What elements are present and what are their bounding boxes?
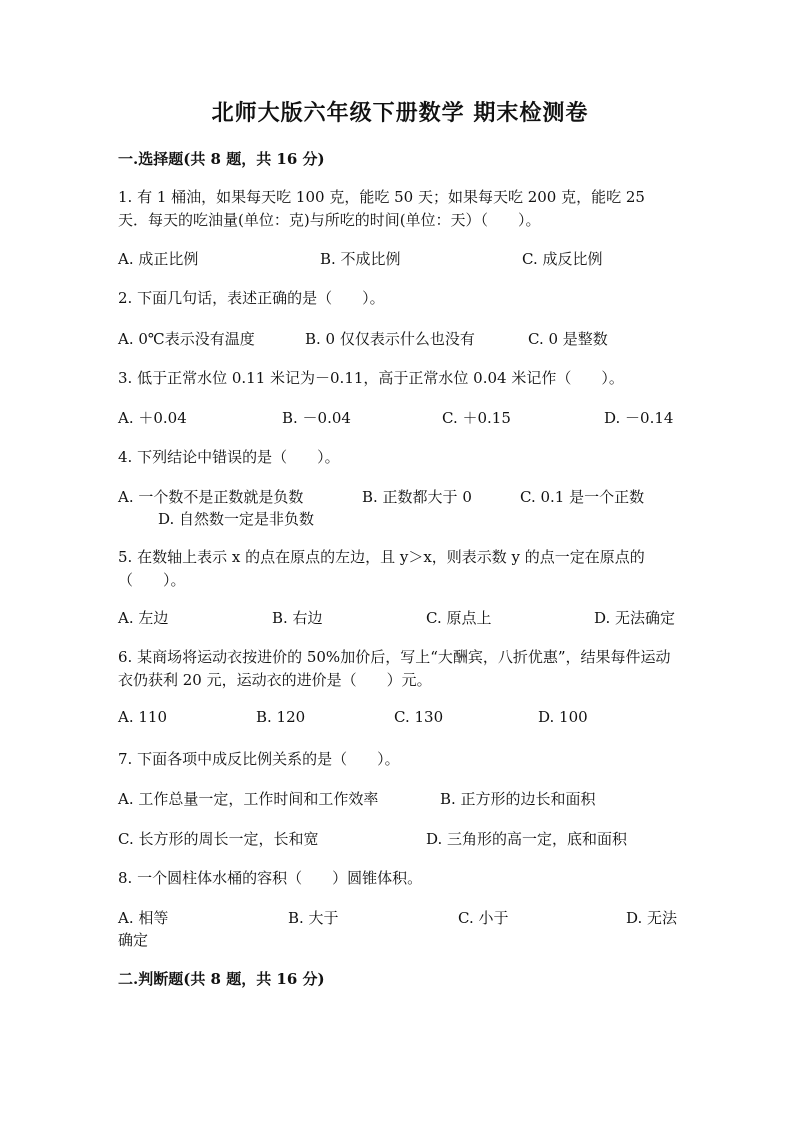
- page-title: 北师大版六年级下册数学 期末检测卷: [211, 100, 589, 126]
- q2-option-a[interactable]: A. 0℃表示没有温度: [118, 330, 255, 348]
- q3-option-a[interactable]: A. ＋0.04: [118, 409, 187, 427]
- q1-option-c[interactable]: C. 成反比例: [522, 250, 603, 268]
- q1-option-a[interactable]: A. 成正比例: [118, 250, 199, 268]
- question-3: 3. 低于正常水位 0.11 米记为－0.11，高于正常水位 0.04 米记作（ ）。: [118, 369, 624, 387]
- q4-option-d[interactable]: D. 自然数一定是非负数: [158, 510, 315, 528]
- q8-option-b[interactable]: B. 大于: [288, 909, 339, 927]
- question-2: 2. 下面几句话，表述正确的是（ ）。: [118, 289, 385, 307]
- section-heading-judgment: 二.判断题(共 8 题，共 16 分): [118, 970, 325, 988]
- q3-option-d[interactable]: D. －0.14: [604, 409, 674, 427]
- q7-option-d[interactable]: D. 三角形的高一定，底和面积: [426, 830, 628, 848]
- q6-option-c[interactable]: C. 130: [394, 708, 444, 726]
- q4-option-b[interactable]: B. 正数都大于 0: [362, 488, 472, 506]
- q6-option-b[interactable]: B. 120: [256, 708, 306, 726]
- question-4: 4. 下列结论中错误的是（ ）。: [118, 448, 340, 466]
- question-1: 1. 有 1 桶油，如果每天吃 100 克，能吃 50 天；如果每天吃 200 克，能吃 25 天．每天的吃油量(单位：克)与所吃的时间(单位：天）（ ）。: [118, 188, 645, 229]
- q8-option-c[interactable]: C. 小于: [458, 909, 509, 927]
- q3-option-b[interactable]: B. －0.04: [282, 409, 351, 427]
- q5-option-a[interactable]: A. 左边: [118, 609, 169, 627]
- question-5: 5. 在数轴上表示 x 的点在原点的左边，且 y＞x，则表示数 y 的点一定在原点的（ ）。: [118, 548, 645, 589]
- q7-option-a[interactable]: A. 工作总量一定，工作时间和工作效率: [118, 790, 379, 808]
- q7-option-c[interactable]: C. 长方形的周长一定，长和宽: [118, 830, 319, 848]
- q2-option-b[interactable]: B. 0 仅仅表示什么也没有: [305, 330, 475, 348]
- q1-option-b[interactable]: B. 不成比例: [320, 250, 401, 268]
- q8-option-a[interactable]: A. 相等: [118, 909, 169, 927]
- q6-option-d[interactable]: D. 100: [538, 708, 588, 726]
- q8-option-d[interactable]: D. 无法确定: [118, 909, 678, 949]
- q7-option-b[interactable]: B. 正方形的边长和面积: [440, 790, 596, 808]
- question-6: 6. 某商场将运动衣按进价的 50%加价后，写上“大酬宾，八折优惠”，结果每件运动衣仍获利 20 元，运动衣的进价是（ ）元。: [118, 648, 671, 689]
- q4-option-c[interactable]: C. 0.1 是一个正数: [520, 488, 645, 506]
- q4-option-a[interactable]: A. 一个数不是正数就是负数: [118, 488, 304, 506]
- question-7: 7. 下面各项中成反比例关系的是（ ）。: [118, 750, 400, 768]
- q2-option-c[interactable]: C. 0 是整数: [528, 330, 608, 348]
- q5-option-c[interactable]: C. 原点上: [426, 609, 492, 627]
- q5-option-b[interactable]: B. 右边: [272, 609, 323, 627]
- question-8: 8. 一个圆柱体水桶的容积（ ）圆锥体积。: [118, 869, 423, 887]
- q6-option-a[interactable]: A. 110: [118, 708, 167, 726]
- q3-option-c[interactable]: C. ＋0.15: [442, 409, 511, 427]
- q5-option-d[interactable]: D. 无法确定: [594, 609, 676, 627]
- section-heading-choice: 一.选择题(共 8 题，共 16 分): [118, 150, 325, 168]
